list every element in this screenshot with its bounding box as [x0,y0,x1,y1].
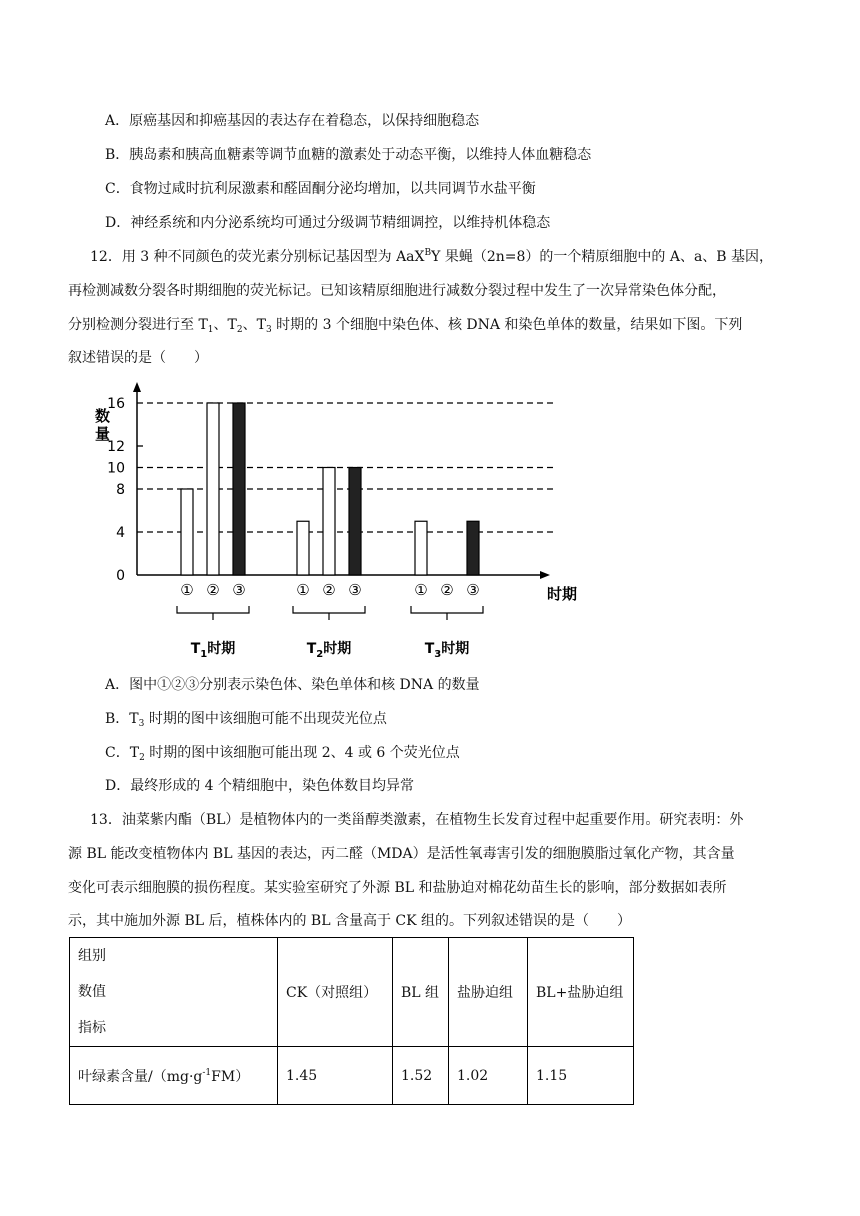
q12-option-c: C．$T_2$ 时期的图中该细胞可能出现 2、4 或 6 个荧光位点 [105,745,460,763]
q13-data-table [69,937,634,1105]
q12-stem-line-1: 12．用 3 种不同颜色的荧光素分别标记基因型为 AaX$^B$Y 果蝇（2n=8）的一个精原细胞中的 A、a、B 基因， [90,248,774,265]
row-label-chlorophyll: 叶绿素含量$/(mg\cdot g^{-1}FM)$ [70,1047,278,1105]
group-bracket [177,606,249,613]
bar-marker-label: ① [296,581,310,599]
y-tick-label: 4 [116,525,125,541]
group-label: $T_2$时期 [306,641,352,660]
bar [323,468,335,576]
q13-stem-line-1: 13．油菜紫内酯（BL）是植物体内的一类甾醇类激素，在植物生长发育过程中起重要作用。研究表明：外 [90,812,744,828]
bar-marker-label: ③ [232,581,246,599]
y-tick-label: 16 [107,396,125,412]
q11-option-d: D．神经系统和内分泌系统均可通过分级调节精细调控，以维持机体稳态 [105,215,551,231]
q11-option-b: B．胰岛素和胰高血糖素等调节血糖的激素处于动态平衡，以维持人体血糖稳态 [105,147,592,163]
q12-stem-line-4: 叙述错误的是（ ） [68,350,208,366]
y-tick-label: 0 [116,568,125,584]
bar-marker-label: ② [206,581,220,599]
bar [467,521,479,575]
bar [415,521,427,575]
corner-label-group: 组别 [78,948,106,964]
corner-label-value: 数值 [78,984,106,1000]
bar-chart [85,378,605,668]
x-axis-label: 时期 [547,585,578,603]
bar [207,403,219,575]
y-axis-label-char: 量 [95,425,111,443]
bar [349,468,361,576]
bar-marker-label: ③ [466,581,480,599]
bar [181,489,193,575]
table-corner-header [70,938,278,1047]
cell-bl: 1.52 [393,1047,449,1105]
q12-stem-line-3: 分别检测分裂进行至 $T_1$、$T_2$、$T_3$ 时期的 3 个细胞中染色体、核 DNA 和染色单体的数量，结果如下图。下列 [68,317,743,335]
group-label: $T_1$时期 [190,641,236,660]
bar-marker-label: ② [322,581,336,599]
y-axis-label-char: 数 [95,407,111,425]
bar-marker-label: ③ [348,581,362,599]
bar-marker-label: ② [440,581,454,599]
table-header-row [70,938,634,1047]
group-label: $T_3$时期 [424,641,470,660]
y-tick-label: 12 [107,439,125,455]
q11-option-a: A．原癌基因和抑癌基因的表达存在着稳态，以保持细胞稳态 [105,113,480,129]
column-header-bl: BL 组 [393,938,449,1047]
bar [233,403,245,575]
y-tick-label: 10 [107,460,125,477]
column-header-bl-salt: BL+盐胁迫组 [528,938,634,1047]
column-header-ck: CK（对照组） [278,938,393,1047]
group-bracket [411,606,483,613]
q12-option-b: B．$T_3$ 时期的图中该细胞可能不出现荧光位点 [105,711,387,729]
bar [297,521,309,575]
q12-option-a: A．图中①②③分别表示染色体、染色单体和核 DNA 的数量 [105,677,480,693]
q12-stem-line-2: 再检测减数分裂各时期细胞的荧光标记。已知该精原细胞进行减数分裂过程中发生了一次异常染色体分配， [68,283,726,299]
corner-label-indicator: 指标 [78,1020,106,1036]
q12-option-d: D．最终形成的 4 个精细胞中，染色体数目均异常 [105,778,415,794]
table-row [70,1047,634,1105]
x-axis-arrow [540,571,550,579]
bar-marker-label: ① [180,581,194,599]
column-header-salt: 盐胁迫组 [449,938,528,1047]
cell-ck: 1.45 [278,1047,393,1105]
q13-stem-line-3: 变化可表示细胞膜的损伤程度。某实验室研究了外源 BL 和盐胁迫对棉花幼苗生长的影响，部分数据如表所 [68,880,727,896]
q13-stem-line-2: 源 BL 能改变植物体内 BL 基因的表达，丙二醛（MDA）是活性氧毒害引发的细胞膜脂过氧化产物，其含量 [68,846,735,862]
cell-bl-salt: 1.15 [528,1047,634,1105]
y-axis-arrow [133,382,141,392]
bar-marker-label: ① [414,581,428,599]
q13-stem-line-4: 示，其中施加外源 BL 后，植株体内的 BL 含量高于 CK 组的。下列叙述错误的是（ ） [68,913,632,929]
y-tick-label: 8 [116,482,125,498]
cell-salt: 1.02 [449,1047,528,1105]
group-bracket [293,606,365,613]
q11-option-c: C．食物过咸时抗利尿激素和醛固酮分泌均增加，以共同调节水盐平衡 [105,181,536,197]
